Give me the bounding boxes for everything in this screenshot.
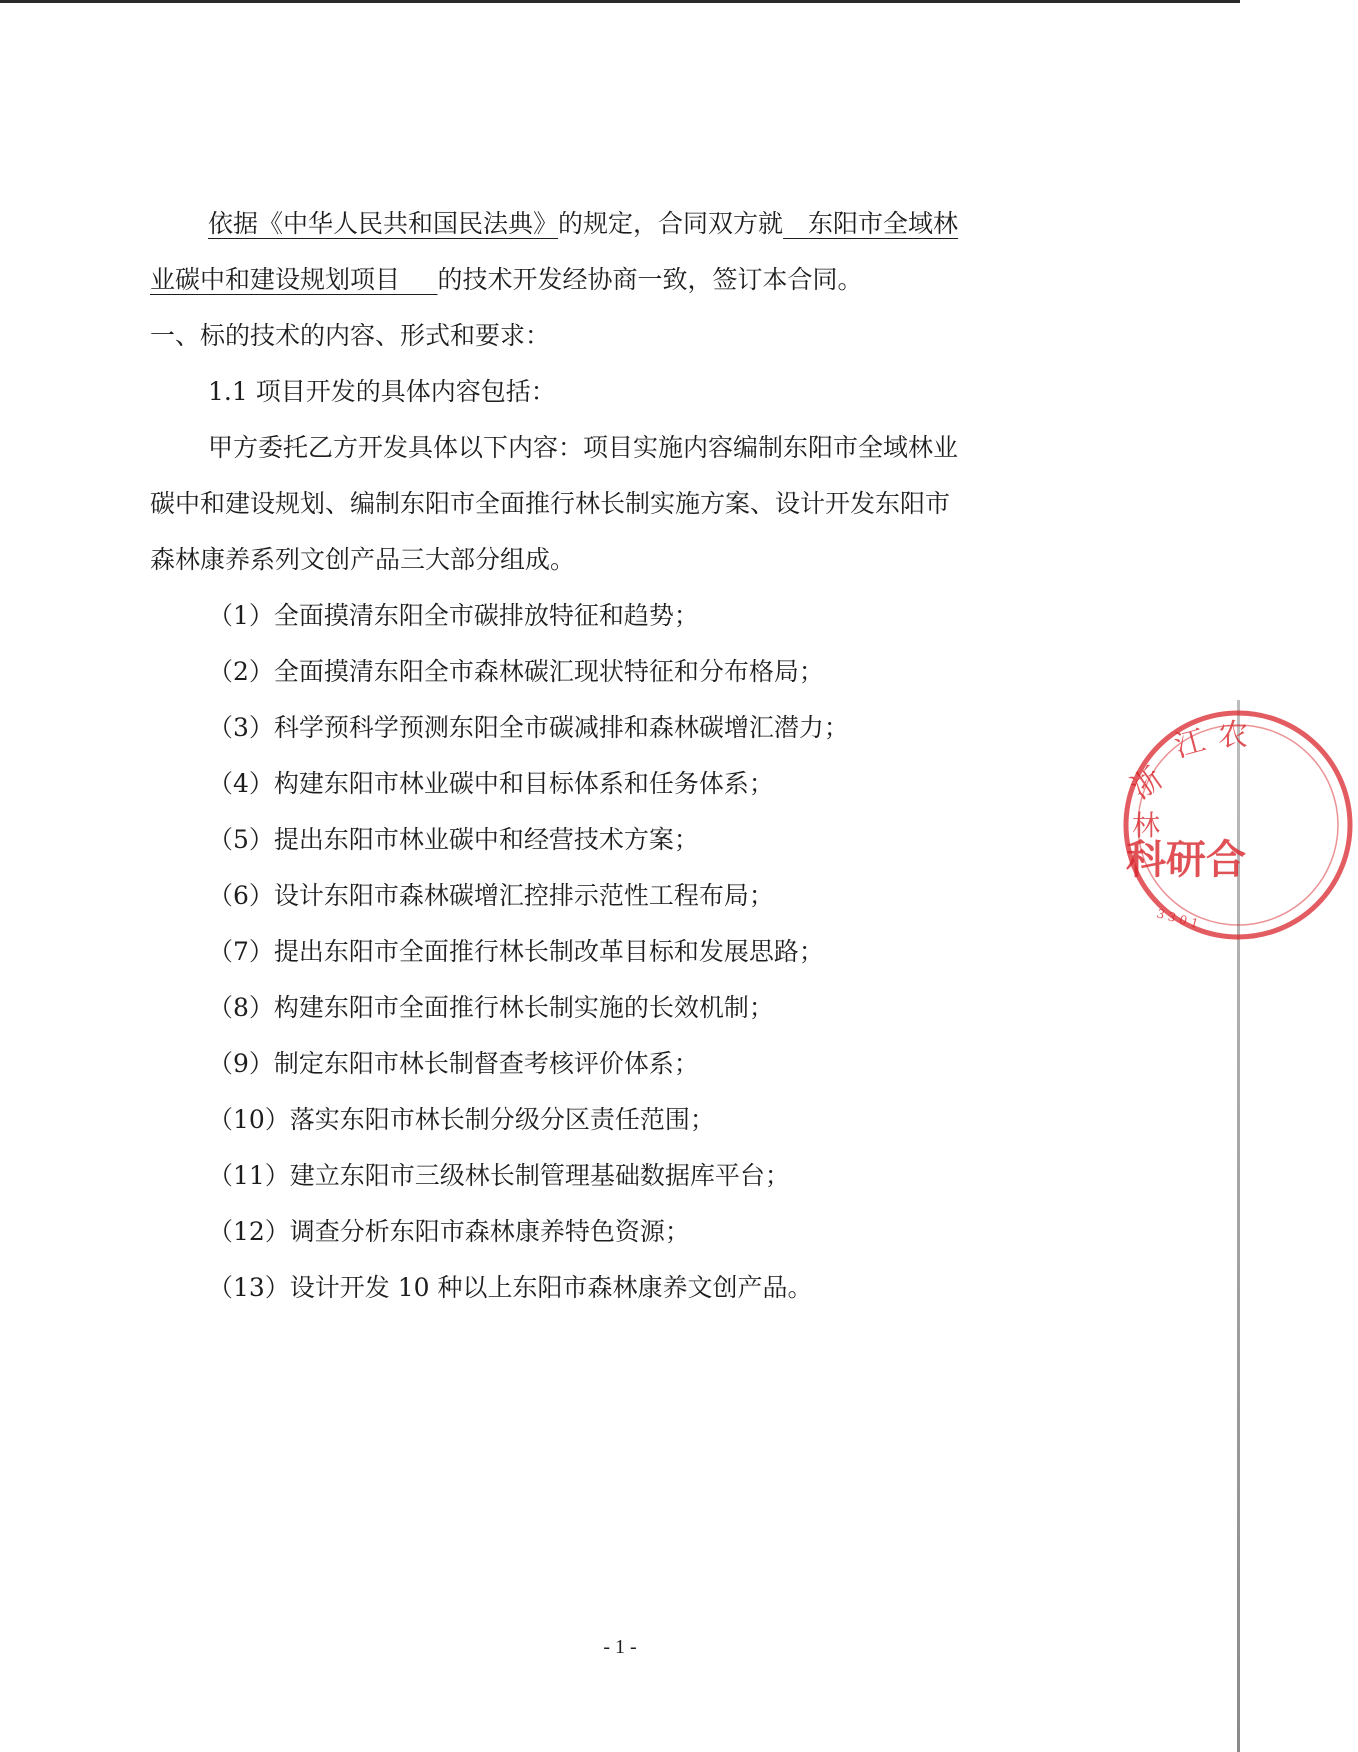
intro-text: 的规定，合同双方就	[558, 209, 784, 238]
official-seal	[1118, 705, 1358, 945]
intro-closing: 的技术开发经协商一致，签订本合同。	[437, 265, 863, 294]
list-item: （13）设计开发 10 种以上东阳市森林康养文创产品。	[208, 1273, 813, 1302]
list-item: （5）提出东阳市林业碳中和经营技术方案；	[208, 825, 699, 854]
svg-text:林: 林	[1132, 809, 1161, 842]
svg-text:3301: 3301	[1155, 906, 1204, 932]
intro-line-2	[150, 252, 1060, 308]
list-item: （12）调查分析东阳市森林康养特色资源；	[208, 1217, 690, 1246]
svg-text:农: 农	[1218, 718, 1248, 753]
svg-text:科研合: 科研合	[1126, 836, 1246, 883]
intro-line-1	[150, 196, 1060, 252]
svg-text:浙: 浙	[1124, 760, 1170, 807]
list-item: （10）落实东阳市林长制分级分区责任范围；	[208, 1105, 715, 1134]
project-name-part-1: 东阳市全域林	[808, 209, 959, 238]
list-item: （8）构建东阳市全面推行林长制实施的长效机制；	[208, 993, 774, 1022]
list-item: （9）制定东阳市林长制督查考核评价体系；	[208, 1049, 699, 1078]
list-item: （6）设计东阳市森林碳增汇控排示范性工程布局；	[208, 881, 774, 910]
page-number: - 1 -	[603, 1636, 637, 1658]
legal-basis: 依据《中华人民共和国民法典》	[208, 209, 559, 238]
list-item: （2）全面摸清东阳全市森林碳汇现状特征和分布格局；	[208, 657, 824, 686]
overview-line: 甲方委托乙方开发具体以下内容：项目实施内容编制东阳市全域林业	[208, 433, 959, 462]
overview-line: 碳中和建设规划、编制东阳市全面推行林长制实施方案、设计开发东阳市	[150, 489, 951, 518]
svg-text:江: 江	[1171, 723, 1210, 765]
clause-heading: 1.1 项目开发的具体内容包括：	[208, 377, 556, 406]
list-item: （4）构建东阳市林业碳中和目标体系和任务体系；	[208, 769, 774, 798]
list-item: （3）科学预科学预测东阳全市碳减排和森林碳增汇潜力；	[208, 713, 849, 742]
section-heading: 一、标的技术的内容、形式和要求：	[150, 321, 551, 350]
list-item: （7）提出东阳市全面推行林长制改革目标和发展思路；	[208, 937, 824, 966]
scan-top-edge	[0, 0, 1240, 3]
overview-line: 森林康养系列文创产品三大部分组成。	[150, 545, 576, 574]
list-item: （11）建立东阳市三级林长制管理基础数据库平台；	[208, 1161, 790, 1190]
list-item: （1）全面摸清东阳全市碳排放特征和趋势；	[208, 601, 699, 630]
contract-body	[150, 196, 1060, 1316]
project-name-part-2: 业碳中和建设规划项目	[150, 265, 401, 294]
